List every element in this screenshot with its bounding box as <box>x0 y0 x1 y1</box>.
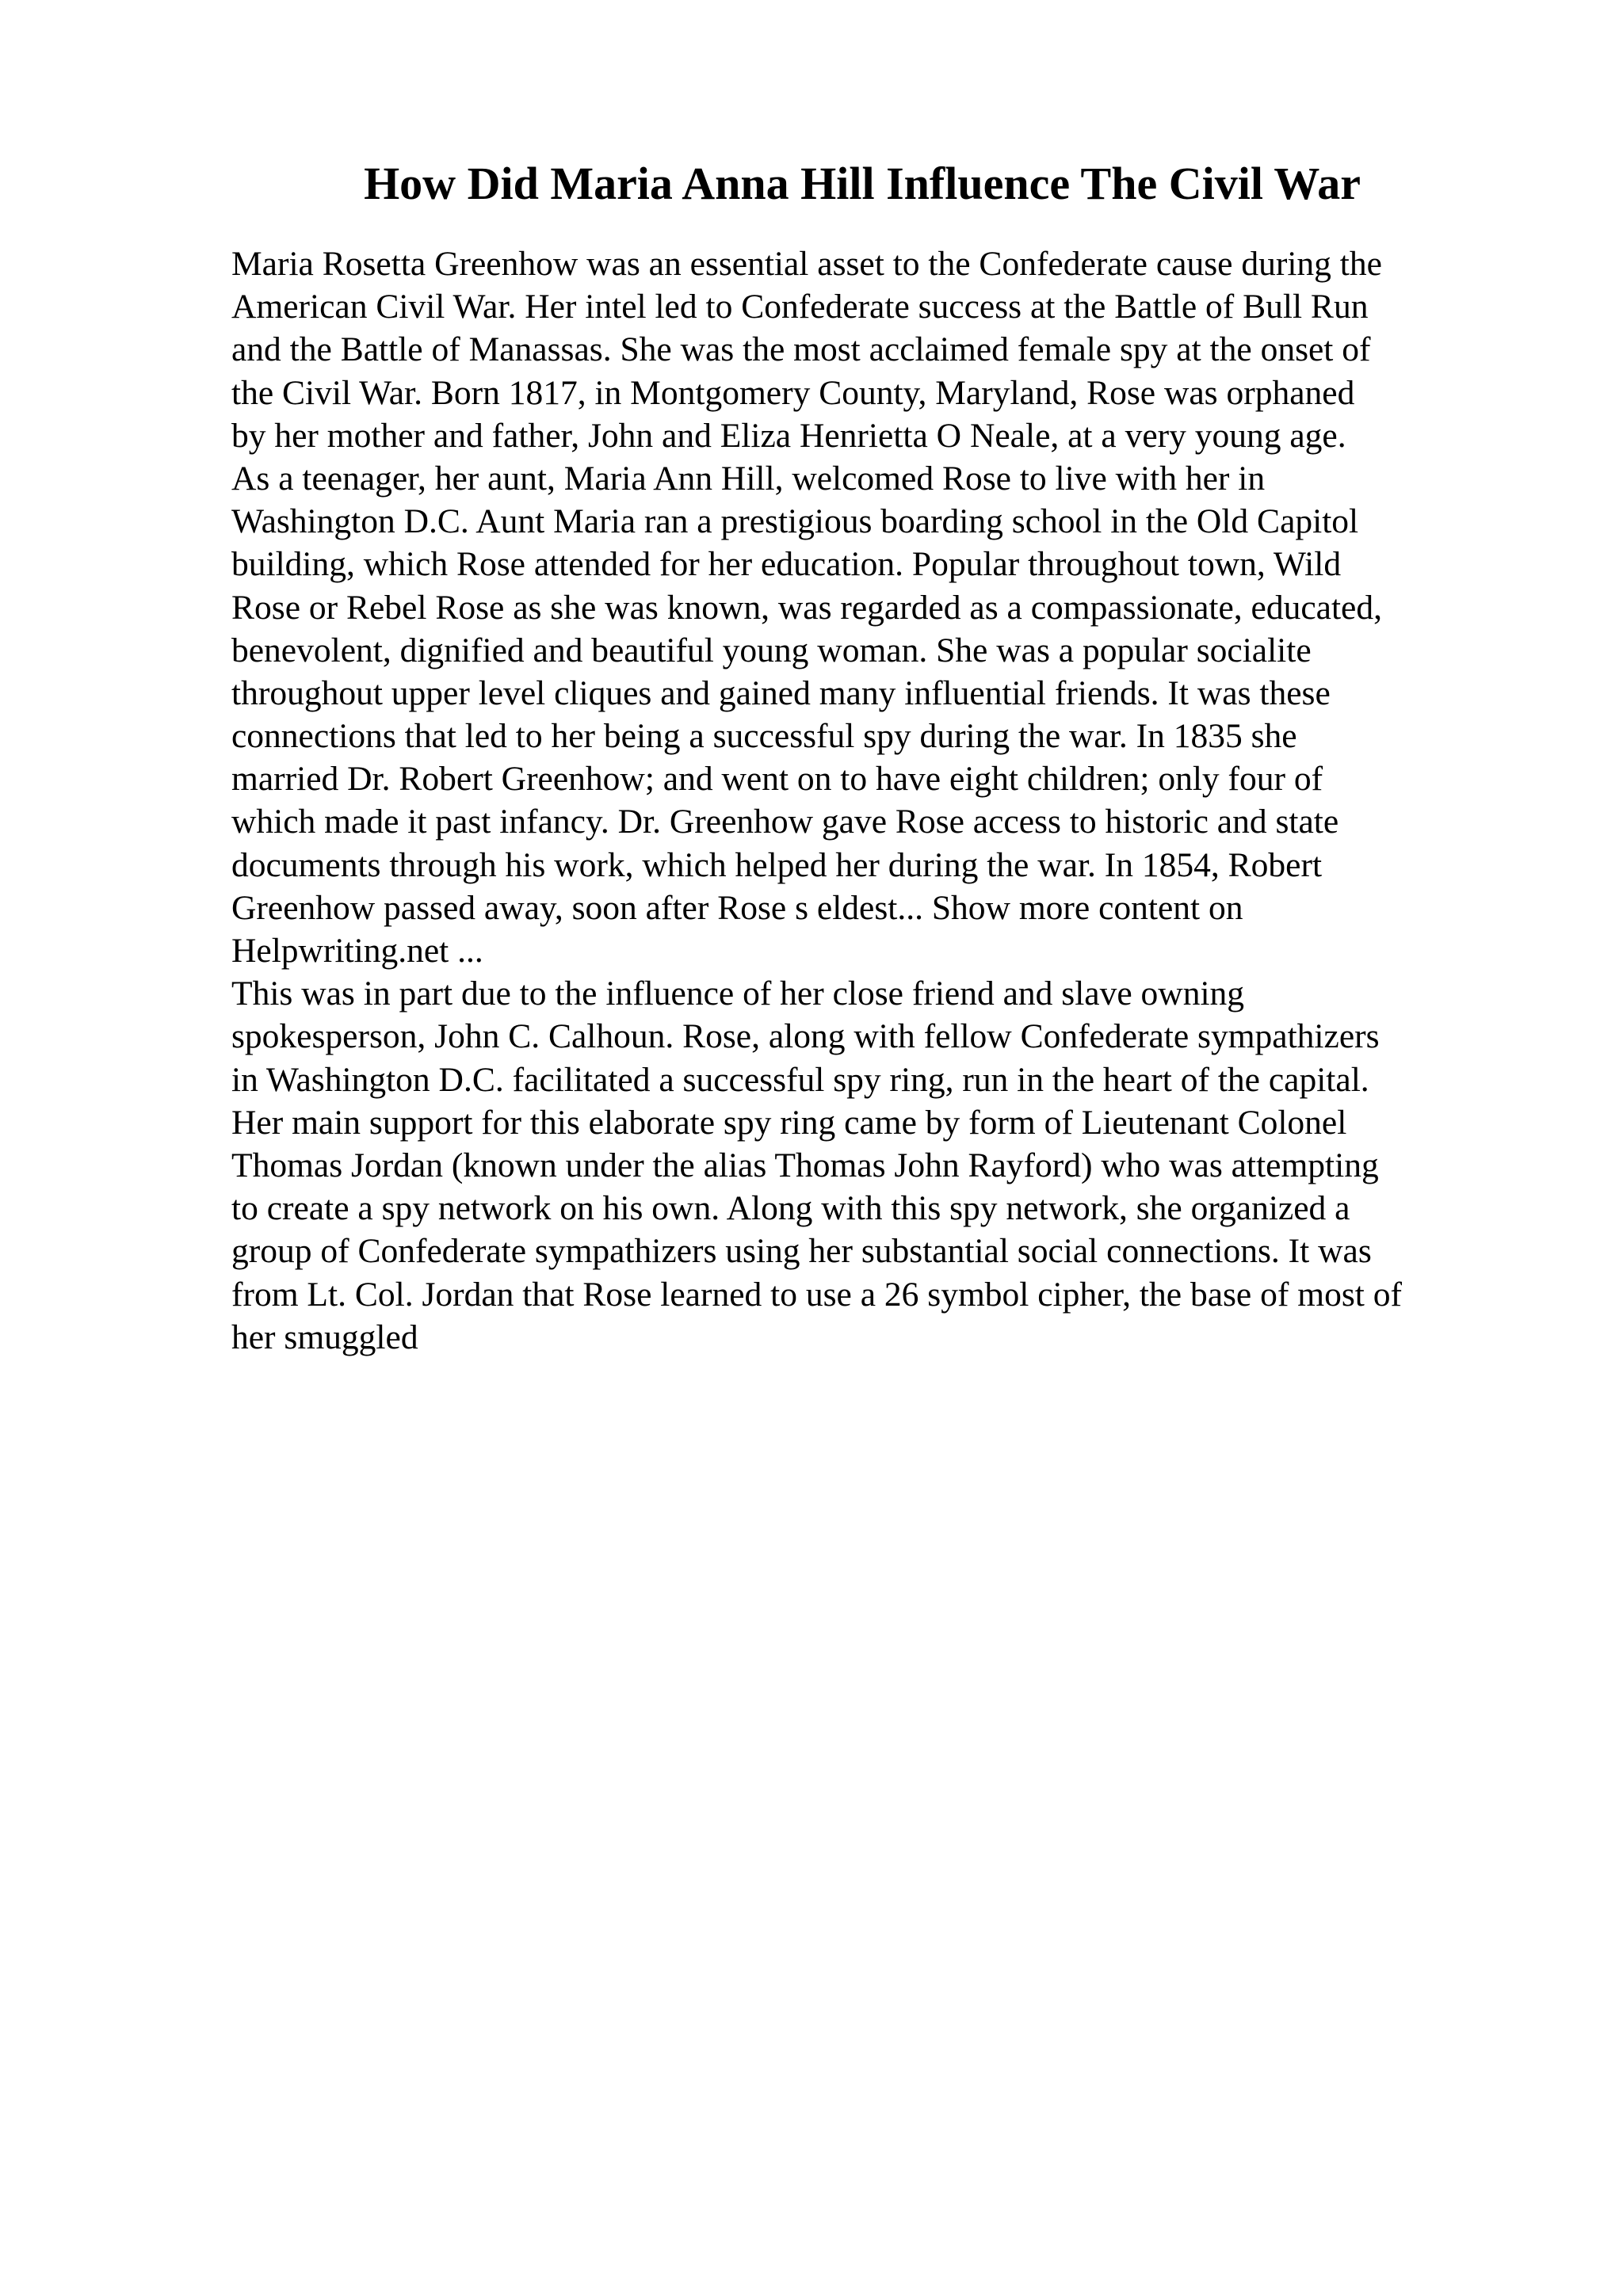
text-line: Greenhow passed away, soon after Rose s eldest... Show more content on <box>231 888 1243 927</box>
document-body <box>231 242 1515 1359</box>
text-line: which made it past infancy. Dr. Greenhow gave Rose access to historic and state <box>231 803 1339 841</box>
text-line: As a teenager, her aunt, Maria Ann Hill, welcomed Rose to live with her in <box>231 459 1266 498</box>
text-line: Thomas Jordan (known under the alias Thomas John Rayford) who was attempting <box>231 1146 1379 1184</box>
text-line: Maria Rosetta Greenhow was an essential asset to the Confederate cause during the <box>231 245 1382 283</box>
text-line: benevolent, dignified and beautiful young woman. She was a popular socialite <box>231 631 1312 669</box>
text-line: by her mother and father, John and Eliza Henrietta O Neale, at a very young age. <box>231 416 1346 455</box>
text-line: to create a spy network on his own. Along with this spy network, she organized a <box>231 1189 1350 1228</box>
document-title: How Did Maria Anna Hill Influence The Civil War <box>364 158 1361 209</box>
text-line: Helpwriting.net ... <box>231 932 483 970</box>
text-line: American Civil War. Her intel led to Confederate success at the Battle of Bull Run <box>231 288 1369 326</box>
text-line: her smuggled <box>231 1318 418 1356</box>
text-line: Her main support for this elaborate spy ring came by form of Lieutenant Colonel <box>231 1103 1347 1142</box>
text-line: married Dr. Robert Greenhow; and went on to have eight children; only four of <box>231 760 1323 799</box>
text-line: group of Confederate sympathizers using her substantial social connections. It was <box>231 1232 1372 1271</box>
text-line: This was in part due to the influence of her close friend and slave owning <box>231 974 1245 1013</box>
text-line: building, which Rose attended for her education. Popular throughout town, Wild <box>231 545 1342 584</box>
text-line: Washington D.C. Aunt Maria ran a prestigious boarding school in the Old Capitol <box>231 502 1359 541</box>
text-line: in Washington D.C. facilitated a successful spy ring, run in the heart of the capital. <box>231 1060 1369 1099</box>
text-line: the Civil War. Born 1817, in Montgomery County, Maryland, Rose was orphaned <box>231 373 1355 412</box>
text-line: spokesperson, John C. Calhoun. Rose, along with fellow Confederate sympathizers <box>231 1017 1380 1056</box>
text-line: connections that led to her being a successful spy during the war. In 1835 she <box>231 717 1297 756</box>
text-line: from Lt. Col. Jordan that Rose learned to use a 26 symbol cipher, the base of most of <box>231 1275 1402 1314</box>
text-line: Rose or Rebel Rose as she was known, was regarded as a compassionate, educated, <box>231 588 1382 627</box>
text-line: and the Battle of Manassas. She was the most acclaimed female spy at the onset of <box>231 330 1371 369</box>
text-line: throughout upper level cliques and gained many influential friends. It was these <box>231 673 1331 712</box>
text-line: documents through his work, which helped her during the war. In 1854, Robert <box>231 845 1323 884</box>
